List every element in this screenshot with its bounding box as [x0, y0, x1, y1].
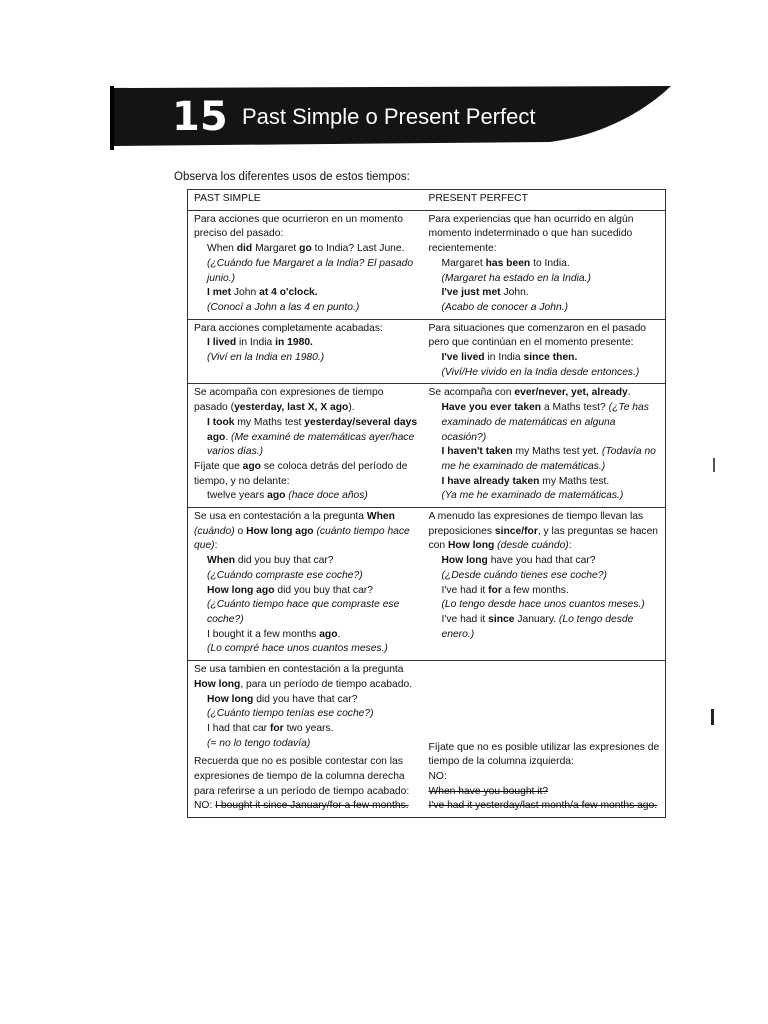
cell-text: Fíjate que ago se coloca detrás del período de tiempo, y no delante: [194, 460, 408, 487]
example: I have already taken my Maths test. [441, 475, 610, 487]
example: How long ago did you buy that car? [207, 584, 373, 596]
translation: (Lo compré hace unos cuantos meses.) [207, 643, 388, 655]
translation: (Conocí a John a las 4 en punto.) [207, 301, 360, 313]
translation: (Acabo de conocer a John.) [441, 301, 568, 313]
table-row [188, 319, 666, 384]
cell-right [423, 661, 666, 818]
cell-left [188, 210, 423, 319]
cell-left [188, 661, 423, 818]
table-header-row [188, 190, 666, 211]
cell-text: Fíjate que no es posible utilizar las expresiones de tiempo de la columna izquierda: [428, 741, 660, 768]
incorrect-example: NO: I bought it since January/for a few months. [194, 800, 409, 812]
example: I've lived in India since then. [441, 352, 578, 364]
example: I've had it for a few months. [441, 584, 569, 596]
cell-left [188, 384, 423, 508]
example: When did Margaret go to India? Last June. [207, 243, 405, 255]
example: How long did you have that car? [207, 693, 358, 705]
header-past-simple: PAST SIMPLE [188, 190, 423, 211]
translation: (¿Cuánto tiempo hace que compraste ese coche?) [207, 599, 400, 625]
translation: (= no lo tengo todavía) [207, 737, 311, 749]
example: Have you ever taken a Maths test? (¿Te has examinado de matemáticas en alguna ocasión?) [441, 402, 649, 443]
translation: (Viví/He vivido en la India desde entonces.) [441, 366, 640, 378]
margin-mark [713, 458, 715, 472]
header-present-perfect: PRESENT PERFECT [423, 190, 666, 211]
cell-right [423, 508, 666, 661]
cell-left [188, 508, 423, 661]
translation: (Margaret ha estado en la India.) [441, 272, 591, 284]
cell-text: Recuerda que no es posible contestar con las expresiones de tiempo de la columna derecha para referirse a un período de tiempo acabado: [194, 756, 410, 797]
cell-text: Para experiencias que han ocurrido en algún momento indeterminado o que han sucedido recientemente: [428, 213, 634, 255]
incorrect-example: I've had it yesterday/last month/a few months ago. [428, 800, 658, 812]
example: I've had it since January. (Lo tengo desde enero.) [441, 613, 634, 640]
example: I took my Maths test yesterday/several days ago. (Me examiné de matemáticas ayer/hace varios días.) [207, 416, 418, 458]
table-row [188, 508, 666, 661]
cell-text: Se usa tambien en contestación a la pregunta How long, para un período de tiempo acabado. [194, 664, 413, 690]
translation: (¿Cuándo compraste ese coche?) [207, 569, 363, 581]
example: I haven't taken my Maths test yet. (Todavía no me he examinado de matemáticas.) [441, 446, 656, 472]
translation: (Lo tengo desde hace unos cuantos meses.) [441, 599, 645, 611]
chapter-title: Past Simple o Present Perfect [242, 104, 536, 129]
table-row [188, 384, 666, 508]
example: I had that car for two years. [207, 722, 334, 734]
translation: (Ya me he examinado de matemáticas.) [441, 490, 624, 502]
cell-right [423, 210, 666, 319]
intro-text: Observa los diferentes usos de estos tiempos: [174, 171, 410, 183]
table-row [188, 210, 666, 319]
cell-text: Para acciones que ocurrieron en un momento preciso del pasado: [194, 213, 403, 240]
cell-text: Se usa en contestación a la pregunta When (cuándo) o How long ago (cuánto tiempo hace que): [194, 511, 410, 552]
cell-right [423, 319, 666, 384]
cell-text: Para situaciones que comenzaron en el pasado pero que continúan en el momento presente: [428, 322, 647, 349]
example: twelve years ago (hace doce años) [207, 490, 368, 502]
translation: (¿Desde cuándo tienes ese coche?) [441, 569, 607, 581]
example: When did you buy that car? [207, 555, 334, 567]
translation: (¿Cuánto tiempo tenías ese coche?) [207, 708, 374, 720]
example: I've just met John. [441, 287, 529, 299]
chapter-banner [110, 86, 672, 150]
cell-text: Para acciones completamente acabadas: [194, 322, 383, 334]
example: How long have you had that car? [441, 555, 596, 567]
example: Margaret has been to India. [441, 257, 570, 269]
cell-text: Se acompaña con ever/never, yet, already. [428, 387, 631, 399]
margin-mark [711, 709, 714, 725]
cell-text: Se acompaña con expresiones de tiempo pasado (yesterday, last X, X ago). [194, 387, 384, 414]
example: I met John at 4 o'clock. [207, 287, 318, 299]
translation: (Viví en la India en 1980.) [207, 352, 325, 364]
cell-text: A menudo las expresiones de tiempo llevan las preposiciones since/for, y las preguntas se hacen con How long (desde cuándo): [428, 511, 659, 552]
incorrect-example: When have you bought it? [428, 785, 549, 797]
chapter-number: 15 [172, 94, 228, 140]
table-row [188, 661, 666, 818]
cell-left [188, 319, 423, 384]
translation: (¿Cuándo fue Margaret a la India? El pasado junio.) [207, 257, 414, 284]
no-label: NO: [428, 771, 447, 783]
example: I bought it a few months ago. [207, 628, 341, 640]
grammar-table [187, 189, 666, 818]
example: I lived in India in 1980. [207, 337, 313, 349]
cell-right [423, 384, 666, 508]
